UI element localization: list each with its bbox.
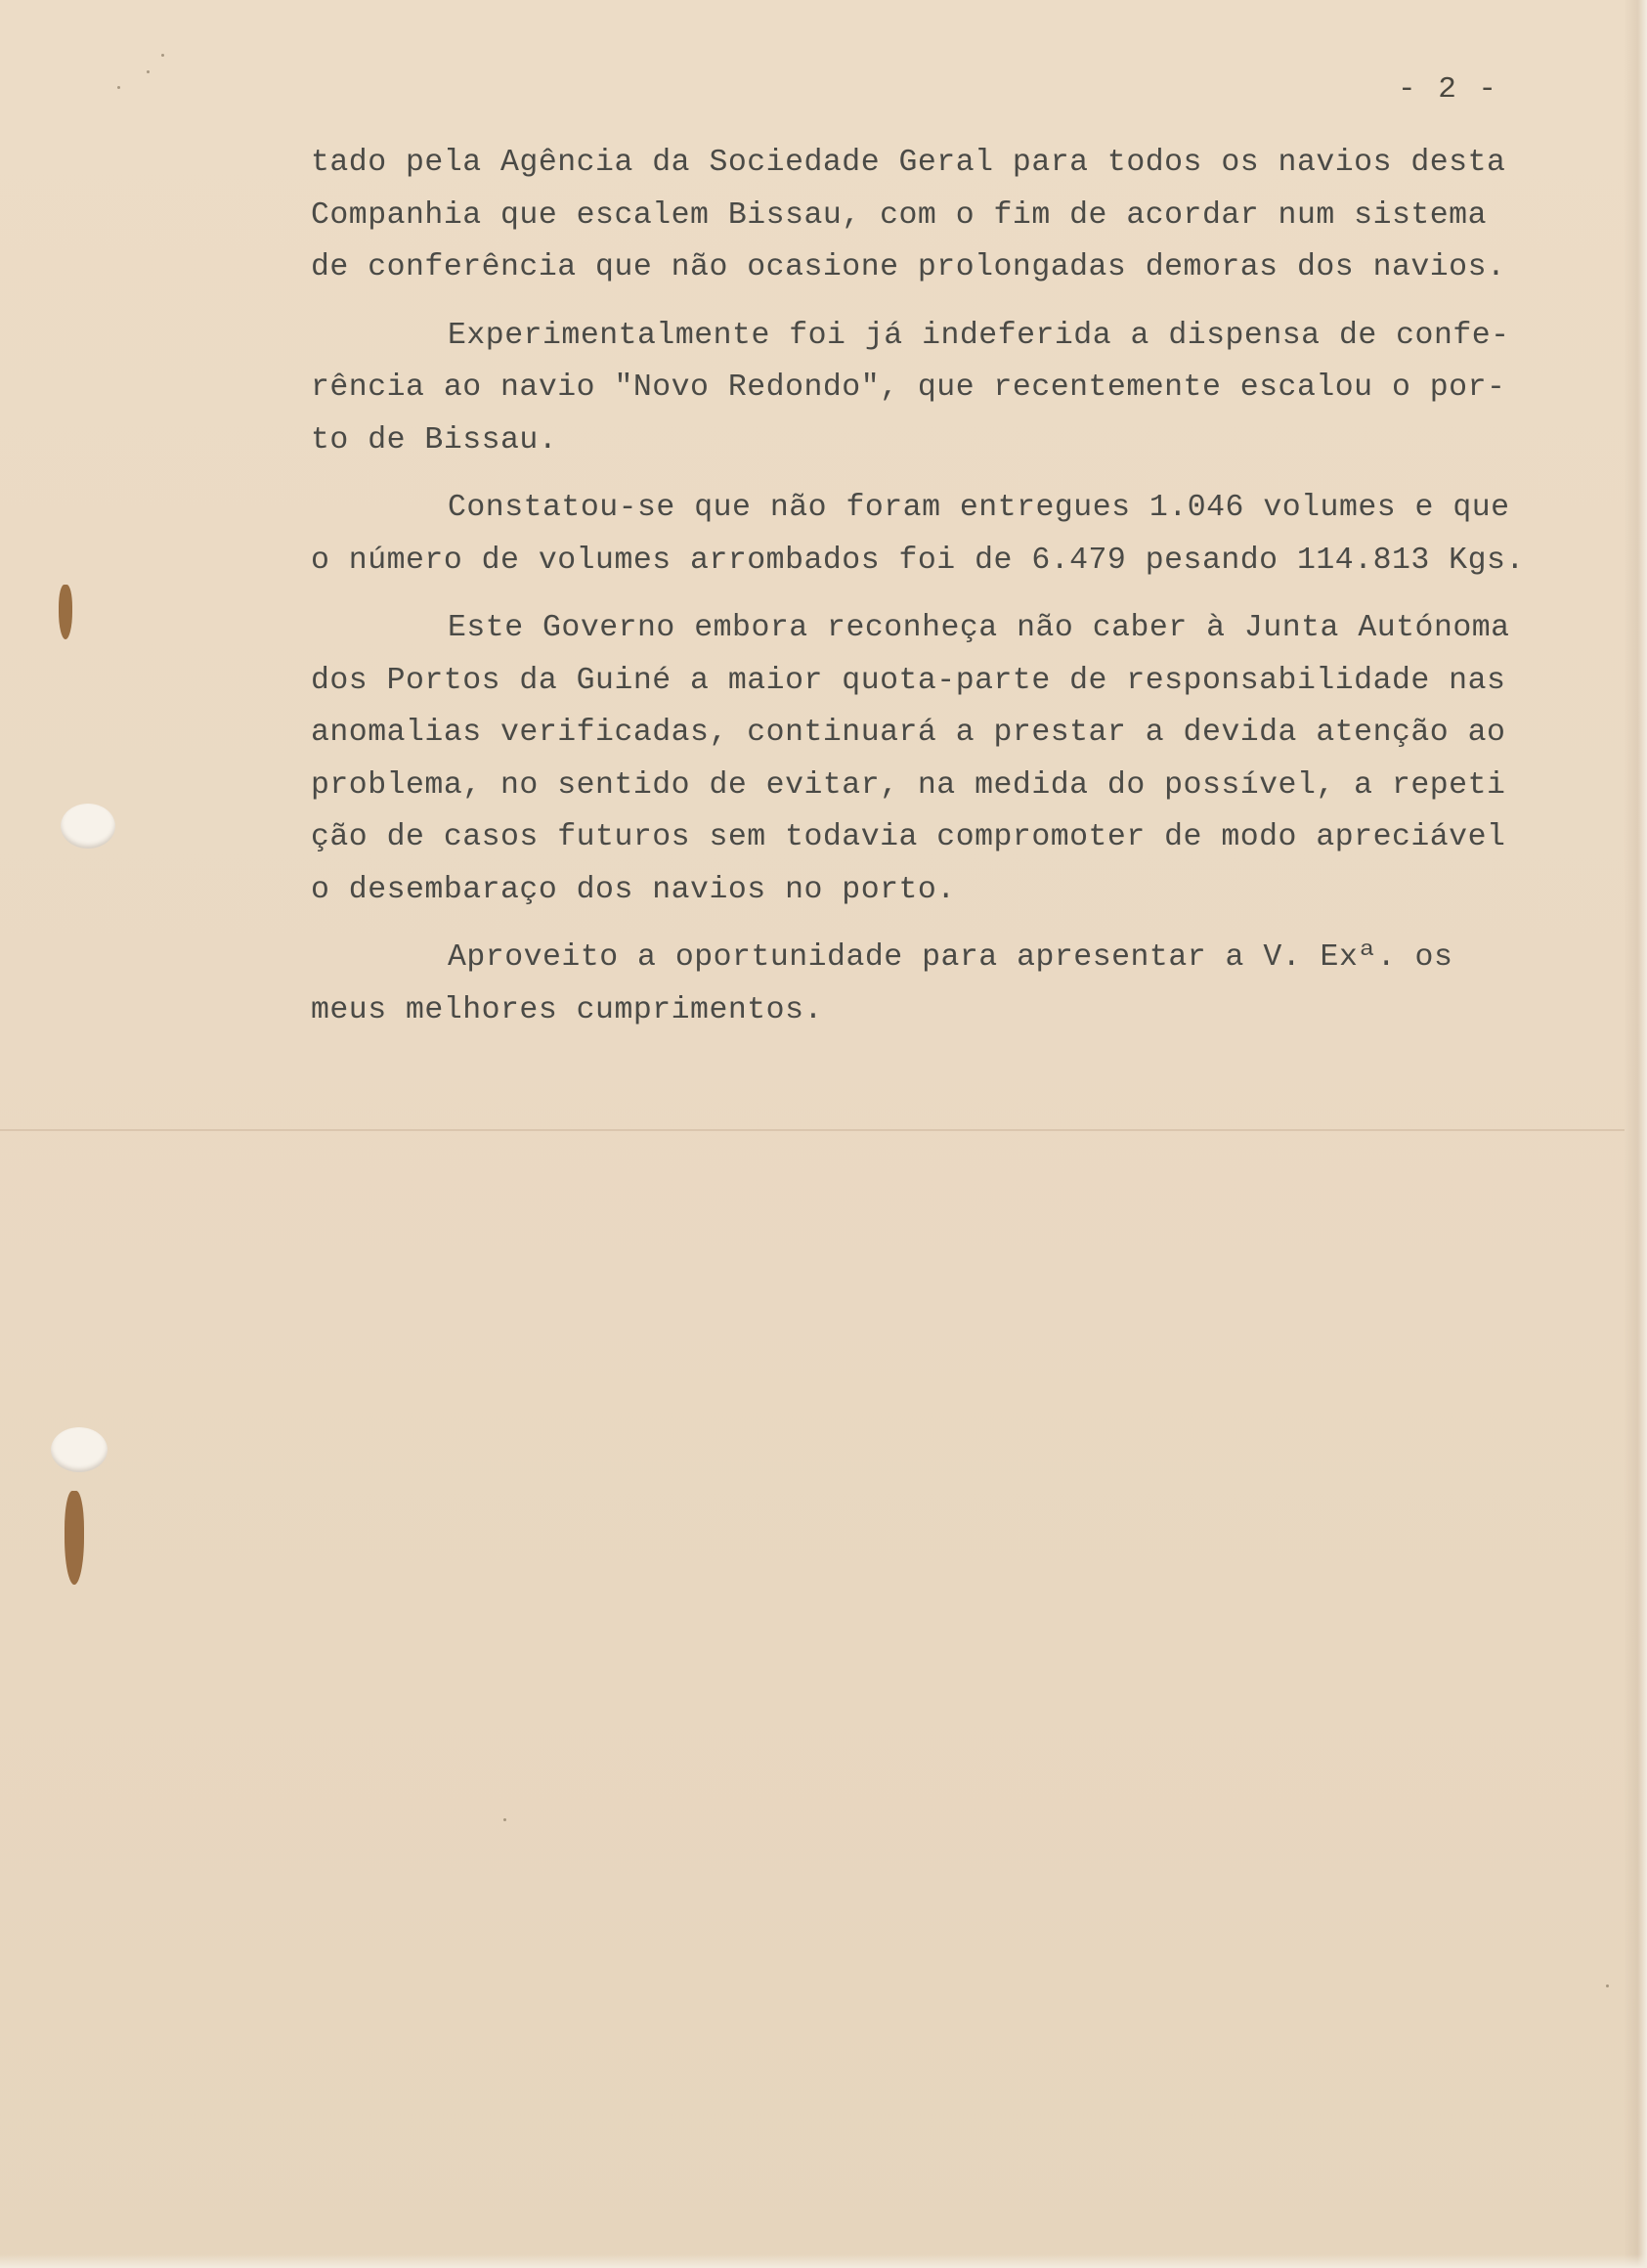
letter-body xyxy=(311,137,1542,1052)
paper-speck xyxy=(117,86,120,89)
page-number: - 2 - xyxy=(1398,72,1499,107)
punch-hole-upper xyxy=(61,804,115,849)
text-line: tado pela Agência da Sociedade Geral para todos os navios desta xyxy=(311,146,1506,180)
text-line: de conferência que não ocasione prolongadas demoras dos navios. xyxy=(311,250,1506,284)
paragraph xyxy=(311,932,1542,1036)
rust-stain-upper xyxy=(59,585,72,639)
text-line: Constatou-se que não foram entregues 1.046 volumes e que xyxy=(448,491,1510,525)
paper-fold-line xyxy=(0,1129,1625,1131)
text-line: Companhia que escalem Bissau, com o fim de acordar num sistema xyxy=(311,197,1487,233)
text-line: Aproveito a oportunidade para apresentar a V. Exª. os xyxy=(448,940,1453,975)
text-line: Experimentalmente foi já indeferida a dispensa de confe- xyxy=(448,318,1510,353)
paragraph xyxy=(311,602,1542,916)
text-line: ção de casos futuros sem todavia compromoter de modo apreciável xyxy=(311,820,1506,854)
paragraph xyxy=(311,482,1542,587)
page-bottom-edge xyxy=(0,2254,1647,2268)
paragraph xyxy=(311,137,1542,294)
text-line: o desembaraço dos navios no porto. xyxy=(311,872,956,907)
text-line: dos Portos da Guiné a maior quota-parte de responsabilidade nas xyxy=(311,663,1506,698)
paragraph xyxy=(311,310,1542,467)
paper-speck xyxy=(161,54,164,57)
rust-stain-lower xyxy=(65,1491,84,1585)
text-line: o número de volumes arrombados foi de 6.479 pesando 114.813 Kgs. xyxy=(311,543,1525,578)
paper-speck xyxy=(147,70,150,73)
paper-speck xyxy=(503,1818,506,1821)
paper-speck xyxy=(1606,1984,1609,1987)
punch-hole-lower xyxy=(51,1427,108,1472)
text-line: to de Bissau. xyxy=(311,422,558,458)
text-line: meus melhores cumprimentos. xyxy=(311,992,823,1027)
text-line: problema, no sentido de evitar, na medida do possível, a repeti xyxy=(311,767,1506,803)
text-line: anomalias verificadas, continuará a prestar a devida atenção ao xyxy=(311,716,1506,750)
text-line: rência ao navio "Novo Redondo", que recentemente escalou o por- xyxy=(311,371,1506,405)
page-edge xyxy=(1624,0,1647,2268)
text-line: Este Governo embora reconheça não caber à Junta Autónoma xyxy=(448,611,1510,645)
